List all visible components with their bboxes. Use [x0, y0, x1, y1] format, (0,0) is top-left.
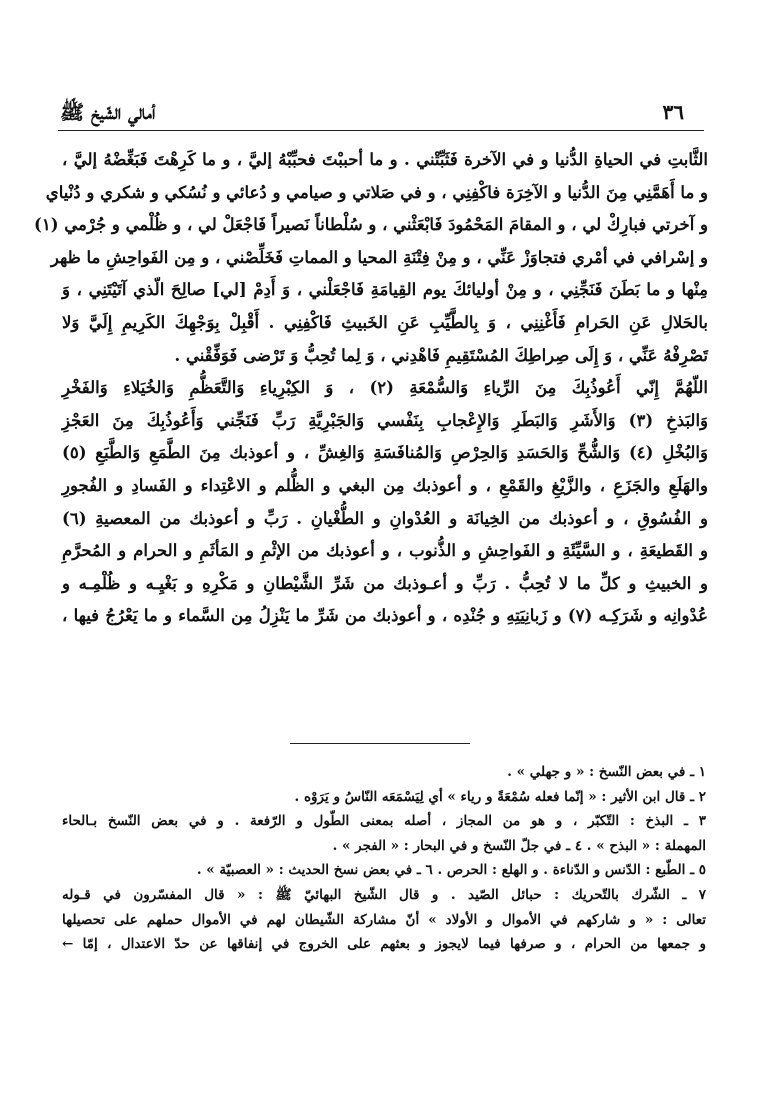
text-line: والهَلَعِ والجَزَعِ ، والزَّيْغِ والقَمْعِ ، و أعوذبك مِن البغي و الظُّلم و الاعْتِداء و الفَسادِ و الفُجورِ — [62, 475, 708, 495]
footnote-line: ١ ـ في بعض النّسخ : « و جهلي » . — [507, 764, 706, 780]
text-line: و الفُسُوقِ ، و أعوذبك من الخِيانَة و العُدْوانِ و الطُّغْيانِ . رَبِّ و أعوذبك من المعصيةِ (٦) — [62, 508, 708, 528]
text-line: مِنْها و ما بَطَنَ فَنَجِّنِي ، و مِنْ أوليائكَ يوم القِيامَةِ فَاجْعَلْني ، وَ أَدِمْ [لي] صالِحَ الّذي آتَيْتَنِي ، وَ — [62, 280, 708, 300]
main-text — [34, 144, 709, 633]
text-line: و القَطيعَةِ ، و السَّيِّئَةِ و الفَواحِشِ و الذُّنوب ، و أعوذبك من الإثْمِ و المَأثَمِ و الحرام و المُحرَّمِ — [62, 541, 708, 561]
text-line: وَالبَذخِ (٣) وَالأَشَرِ وَالبَطَرِ وَالإِعْجابِ بِنَفْسي وَالجَبْرِيَّةِ رَبِّ فَنَجِّني وَأَعُوذُبِكَ مِنَ العَجْزِ — [62, 410, 709, 430]
footnote-line: المهملة : « البذح » . ٤ ـ في جلّ النّسخ و في البحار : « الفجر » . — [332, 837, 706, 854]
page-header — [58, 96, 704, 131]
text-line: وَالبُخْلِ (٤) وَالشُّحِّ وَالحَسَدِ وَالحِرْصِ وَالمُنافَسَةِ وَالغِشِّ ، و أعوذبك مِنَ الطَّمَعِ وَالطَّبَعِ (٥) — [62, 443, 708, 463]
text-line: و ما أَهَمَّنِي مِنَ الدُّنيا و الآخِرَة فاكْفِنِي ، و في صَلاتي و صيامي و دُعائي و نُسُكي و شكري و دُنْياي — [45, 182, 708, 202]
text-line: و إسْرافي في أمْري فتجاوَزْ عَنِّي ، و مِنْ فِتْنَةِ المحيا و المماتِ فَخَلِّصْني ، و مِن الفَواحِشِ ما ظهر — [50, 247, 708, 267]
footnote-divider — [290, 743, 470, 744]
footnote-line: تعالى : « و شاركهم في الأموال و الأولاد » أنّ مشاركة الشّيطان لهم في الأموال حملهم على تحصيلها — [62, 911, 706, 928]
footnote-line: ٥ ـ الطّبع : الدّنس و الدّناءة . و الهلع : الحرص . ٦ ـ في بعض نسخ الحديث : « العصبيّة » . — [196, 862, 706, 879]
footnote-line: ٢ ـ قال ابن الأثير : « إنّما فعله سُمْعَةً و رياء » أي لِيَسْمَعَه النّاسُ و يَرَوْه . — [294, 788, 706, 805]
text-line: اللّهُمَّ إِنّي أَعُوذُبِكَ مِنَ الرِّياءِ وَالسُّمْعَةِ (٢) ، وَ الكِبْرِياءِ وَالتَّعَظُّمِ وَالخُيَلاءِ وَالفَخْرِ — [62, 378, 708, 398]
text-line: تَصْرِفْهُ عَنِّي ، وَ إِلَى صِراطِكَ المُسْتَقِيمِ فَاهْدِني ، وَ لِما تُحِبُّ وَ تَرْضى فَوَفِّقْني . — [174, 345, 708, 365]
footnote-line: و جمعها من الحرام ، و صرفها فيما لايجوز و بعثهم على الخروج في إنفاقها عن حدّ الاعتدال ، إمّا ← — [62, 936, 706, 953]
text-line: عُدْوانِه و شَرَكِـه (٧) و زَبانِيَتِهِ و جُنْدِه ، و أعوذبك من شَرِّ ما يَنْزِلُ مِن السَّماء و ما يَعْرُجُ فيها ، — [62, 606, 708, 626]
page-number: ٣٦ — [662, 100, 684, 124]
text-line: بالحَلالِ عَنِ الحَرامِ فَأَغْنِنِي ، وَ بِالطَّيِّبِ عَنِ الخَبيثِ فَاكْفِنِي . أَقْبِلْ بِوَجْهِكَ الكَرِيمِ إِلَيَّ وَلا — [62, 312, 708, 332]
text-line: الثَّابتِ في الحياةِ الدُّنيا و في الآخرة فَثَبِّتْني . و ما أحببْتَ فحبِّبْهُ إليَّ ، و ما كَرِهْتَ فَبَغِّضْهُ إليَّ ، — [62, 150, 708, 169]
footnote-line: ٣ ـ البذخ : التّكبّر ، و هو من المجاز ، أصله بمعنى الطّول و الرّفعة . و في بعض النّسخ بـالحاء — [62, 813, 706, 830]
footnote-line: ٧ ـ الشّرك بالتّحريك : حبائل الصّيد . و قال الشّيخ البهائيّ ﷺ : « قال المفسّرون في قـوله — [62, 886, 706, 903]
running-title: أمالي الشّيخ ﷺ — [60, 100, 156, 124]
text-line: و آخرتي فبارِكْ لي ، و المقامَ المَحْمُودَ فَابْعَثْني ، و سُلْطاناً نَصيراً فَاجْعَلْ لي ، و ظُلْمي و جُرْمي (١) — [34, 215, 708, 235]
footnotes — [62, 760, 706, 957]
text-line: و الخبيثِ و كلِّ ما لا تُحِبُّ . رَبِّ و أعـوذبك من شَرِّ الشَّيْطانِ و مَكْرِهِ و بَغْيِـه و ظُلْمِـه و — [62, 573, 708, 593]
